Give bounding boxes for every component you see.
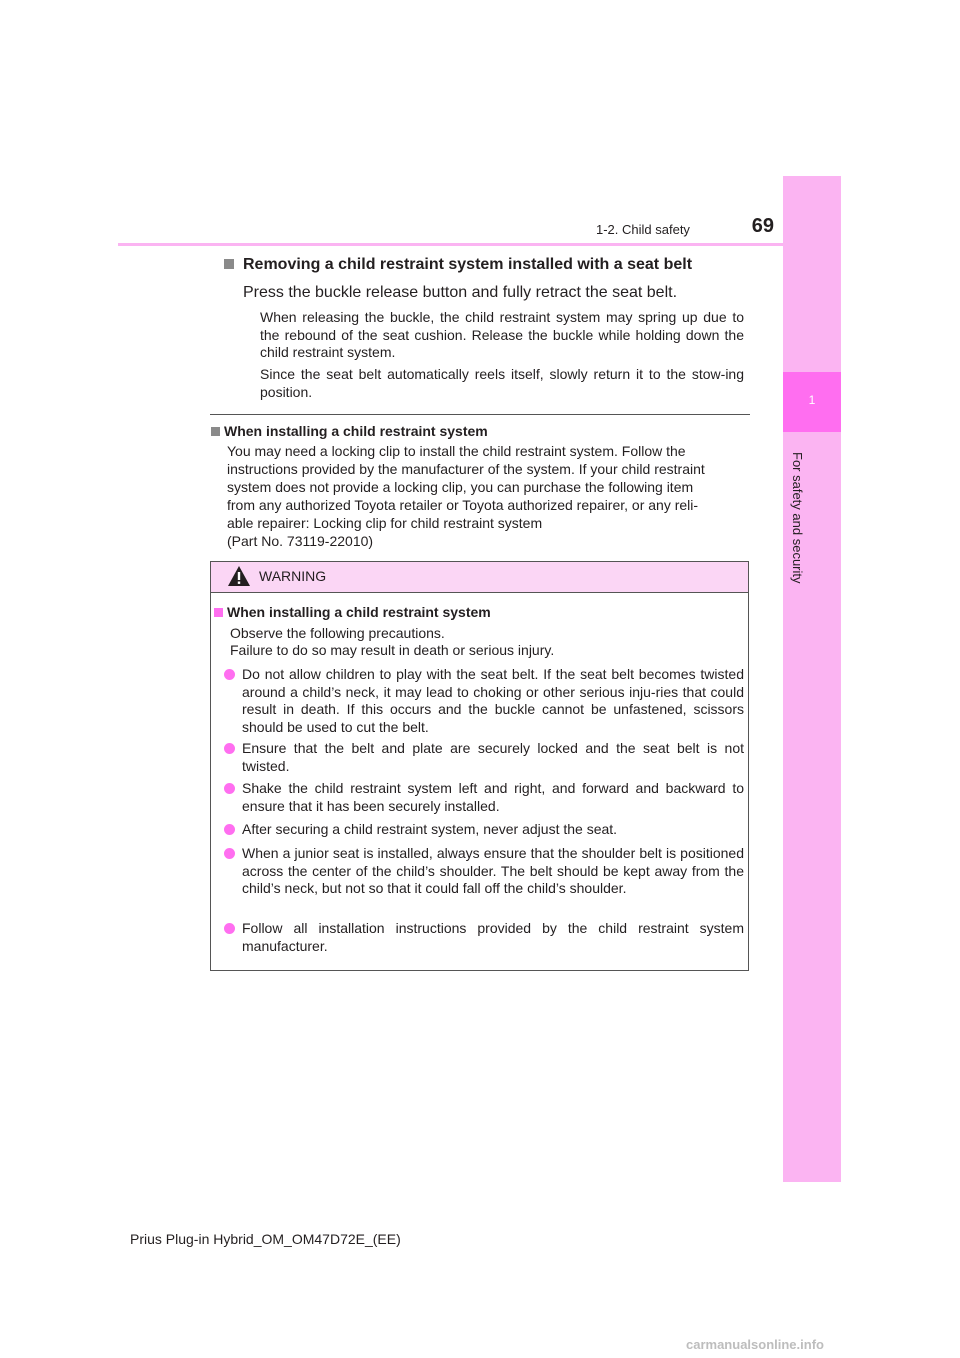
section-title: 1-2. Child safety [596,222,690,237]
paragraph-line: able repairer: Locking clip for child restraint system [227,515,543,531]
paragraph-line: instructions provided by the manufacturer of the system. If your child restraint [227,461,705,477]
warning-intro-1: Observe the following precautions. [230,625,445,641]
warning-item: Shake the child restraint system left and right, and forward and backward to ensure that it has been securely installed. [224,780,744,815]
section-divider [210,414,750,415]
warning-intro-2: Failure to do so may result in death or serious injury. [230,642,555,658]
bullet-dot-icon [224,783,235,794]
warning-item: Follow all installation instructions provided by the child restraint system manufacturer. [224,920,744,955]
square-bullet-icon [211,427,220,436]
chapter-label-text: For safety and security [790,452,805,584]
watermark: carmanualsonline.info [686,1337,824,1352]
removing-heading: Removing a child restraint system installed with a seat belt [224,256,692,274]
installing-paragraph [227,442,744,550]
warning-item: When a junior seat is installed, always ensure that the shoulder belt is positioned across the center of the child’s shoulder. The belt should be kept away from the child’s neck, but not so that it could fall off the child’s shoulder. [224,845,744,898]
warning-item: Ensure that the belt and plate are securely locked and the seat belt is not twisted. [224,740,744,775]
bullet-dot-icon [224,848,235,859]
removing-note-2: Since the seat belt automatically reels itself, slowly return it to the stow-ing position. [260,366,744,400]
chapter-number: 1 [808,393,816,407]
removing-instruction: Press the buckle release button and fully retract the seat belt. [243,284,678,301]
bullet-dot-icon [224,743,235,754]
warning-item: After securing a child restraint system, never adjust the seat. [224,821,744,839]
paragraph-line: (Part No. 73119-22010) [227,533,374,549]
page-number: 69 [751,215,774,237]
paragraph-line: system does not provide a locking clip, you can purchase the following item [227,479,694,495]
square-bullet-icon [224,259,234,269]
bullet-dot-icon [224,824,235,835]
warning-triangle-icon [227,565,251,587]
bullet-dot-icon [224,923,235,934]
warning-heading: When installing a child restraint system [214,604,491,620]
warning-title: WARNING [259,568,327,584]
paragraph-line: You may need a locking clip to install the child restraint system. Follow the [227,443,686,459]
warning-header [211,562,748,593]
side-tab [783,176,841,1182]
square-bullet-icon [214,608,223,617]
warning-box [210,561,749,971]
footer-doc-id: Prius Plug-in Hybrid_OM_OM47D72E_(EE) [130,1231,401,1247]
paragraph-line: from any authorized Toyota retailer or Toyota authorized repairer, or any reli- [227,497,699,513]
header-rule [118,243,841,246]
warning-item: Do not allow children to play with the seat belt. If the seat belt becomes twisted around a child’s neck, it may lead to choking or other serious inju-ries that could result in death. If this occurs and the buckle cannot be unfastened, scissors should be used to cut the belt. [224,666,744,736]
removing-note-1: When releasing the buckle, the child restraint system may spring up due to the rebound of the seat cushion. Release the buckle while holding down the child restraint system. [260,309,744,360]
chapter-label [790,452,824,602]
installing-heading: When installing a child restraint system [211,423,488,439]
bullet-dot-icon [224,669,235,680]
